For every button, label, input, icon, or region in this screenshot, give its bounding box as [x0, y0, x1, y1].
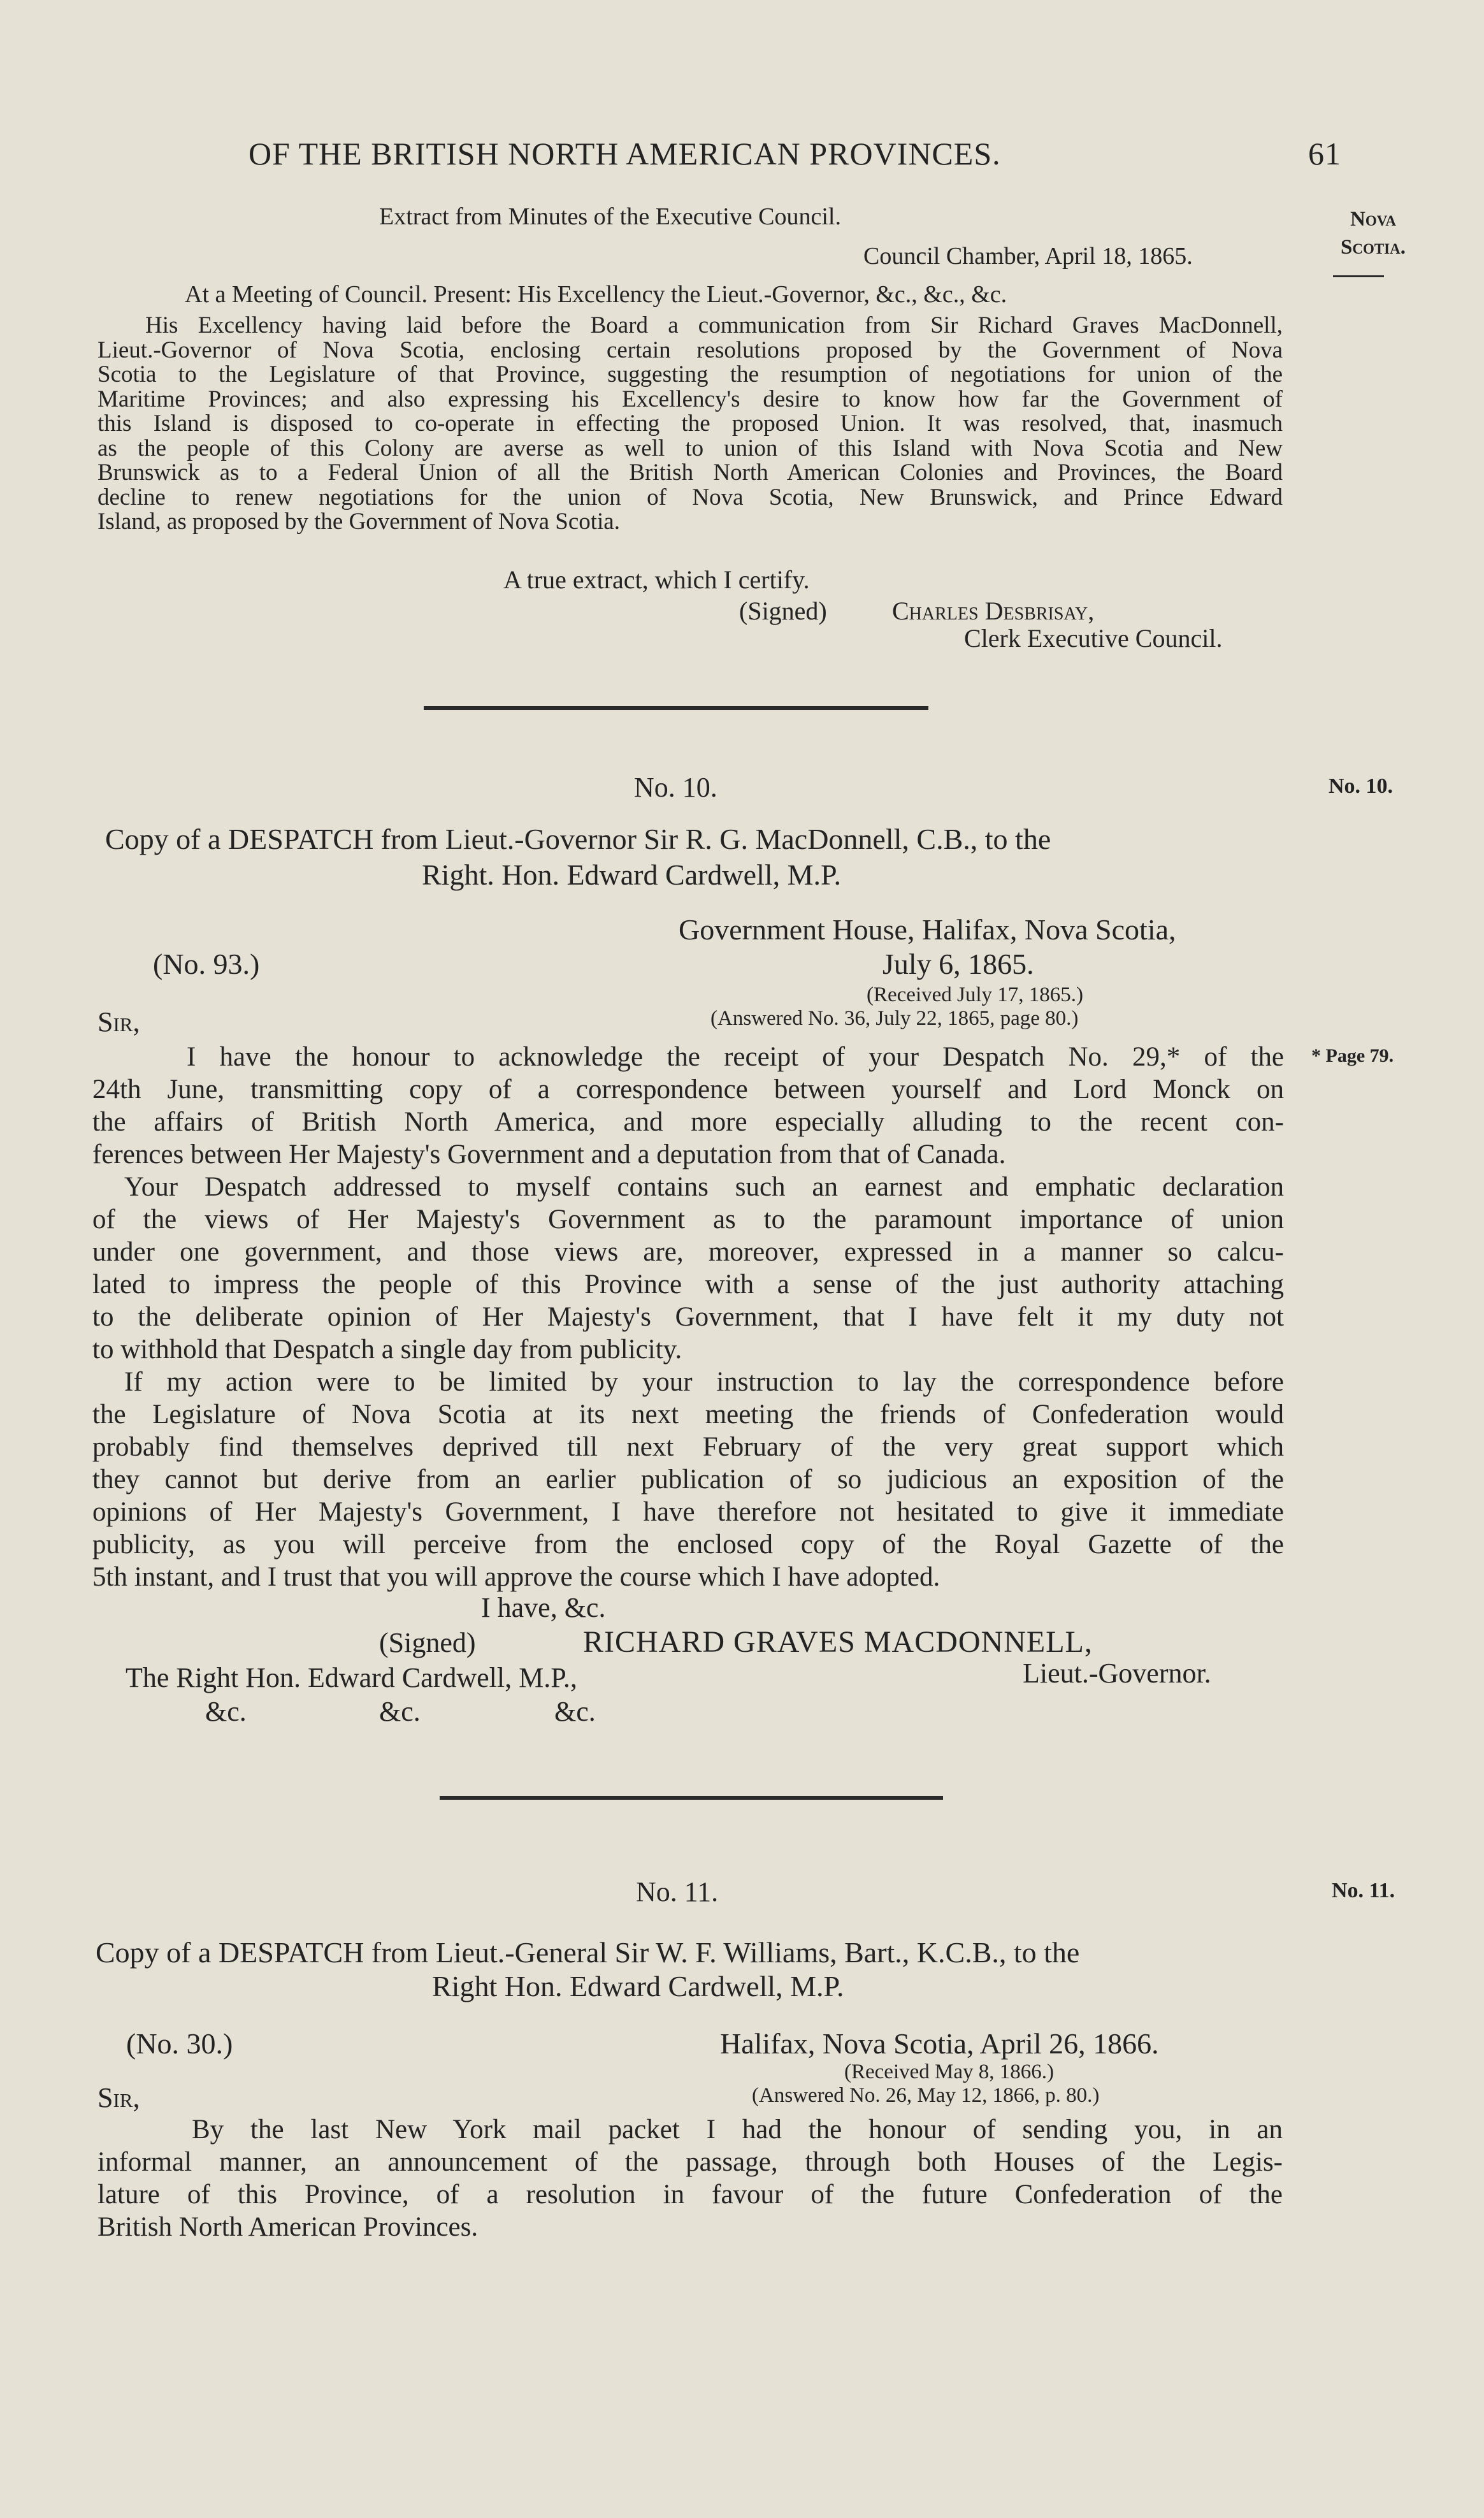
- despatch10-ref: (No. 93.): [153, 948, 260, 980]
- despatch10-place: Government House, Halifax, Nova Scotia,: [679, 913, 1176, 946]
- despatch11-title-line2: Right Hon. Edward Cardwell, M.P.: [432, 1970, 844, 2002]
- extract-line: Maritime Provinces; and also expressing his Excellency's desire to know how far the Government of: [97, 386, 1283, 412]
- despatch10-line: they cannot but derive from an earlier publication of so judicious an exposition of the: [92, 1465, 1284, 1494]
- extract-line: decline to renew negotiations for the union of Nova Scotia, New Brunswick, and Prince Edward: [97, 484, 1283, 510]
- extract-line: Island, as proposed by the Government of Nova Scotia.: [97, 509, 620, 535]
- section-divider: [440, 1796, 943, 1800]
- margin-province: [1329, 205, 1418, 261]
- extract-signer: Charles Desbrisay,: [892, 597, 1095, 625]
- despatch10-body: [92, 1041, 1284, 1593]
- page-number: 61: [1308, 136, 1341, 171]
- despatch10-signed: (Signed): [379, 1627, 476, 1658]
- margin-no10: No. 10.: [1329, 774, 1394, 798]
- despatch10-line: the Legislature of Nova Scotia at its next meeting the friends of Confederation would: [92, 1400, 1284, 1429]
- margin-province-line: Nova: [1350, 208, 1396, 231]
- despatch10-etc: &c.: [554, 1696, 596, 1727]
- despatch10-title-line1: Copy of a DESPATCH from Lieut.-Governor Sir R. G. MacDonnell, C.B., to the: [105, 823, 1051, 855]
- extract-place-date: Council Chamber, April 18, 1865.: [863, 243, 1193, 270]
- extract-signed: (Signed): [739, 597, 827, 625]
- despatch10-signer: RICHARD GRAVES MACDONNELL,: [583, 1625, 1093, 1659]
- extract-line: His Excellency having laid before the Board a communication from Sir Richard Graves MacDonnell,: [145, 312, 1283, 338]
- despatch11-salutation: Sir,: [97, 2082, 140, 2113]
- extract-line: this Island is disposed to co-operate in effecting the proposed Union. It was resolved, that, inasmuch: [97, 410, 1283, 437]
- extract-meeting: At a Meeting of Council. Present: His Excellency the Lieut.-Governor, &c., &c., &c.: [185, 281, 1007, 308]
- despatch11-received: (Received May 8, 1866.): [844, 2060, 1054, 2083]
- despatch11-body: [97, 2113, 1283, 2243]
- running-head-title: OF THE BRITISH NORTH AMERICAN PROVINCES.: [249, 136, 1001, 171]
- despatch10-received: (Received July 17, 1865.): [867, 983, 1084, 1006]
- despatch10-line: If my action were to be limited by your instruction to lay the correspondence before: [124, 1367, 1284, 1397]
- despatch11-line: informal manner, an announcement of the passage, through both Houses of the Legis-: [97, 2147, 1283, 2177]
- despatch10-line: probably find themselves deprived till next February of the very great support which: [92, 1432, 1284, 1462]
- despatch10-answered: (Answered No. 36, July 22, 1865, page 80.): [710, 1007, 1079, 1030]
- despatch10-etc: &c.: [205, 1696, 247, 1727]
- despatch11-number: No. 11.: [636, 1876, 719, 1907]
- despatch10-line: to withhold that Despatch a single day from publicity.: [92, 1335, 682, 1364]
- despatch10-line: to the deliberate opinion of Her Majesty's Government, that I have felt it my duty not: [92, 1302, 1284, 1332]
- despatch10-line: Your Despatch addressed to myself contains such an earnest and emphatic declaration: [124, 1172, 1284, 1202]
- extract-line: Scotia to the Legislature of that Province, suggesting the resumption of negotiations for union of the: [97, 361, 1283, 387]
- despatch10-signer-title: Lieut.-Governor.: [1023, 1658, 1211, 1689]
- despatch11-line: lature of this Province, of a resolution in favour of the future Confederation of the: [97, 2180, 1283, 2210]
- despatch11-line: British North American Provinces.: [97, 2212, 479, 2242]
- despatch11-line: By the last New York mail packet I had the honour of sending you, in an: [192, 2115, 1283, 2145]
- despatch11-title-line1: Copy of a DESPATCH from Lieut.-General Sir W. F. Williams, Bart., K.C.B., to the: [96, 1936, 1080, 1969]
- despatch11-place-date: Halifax, Nova Scotia, April 26, 1866.: [720, 2027, 1159, 2060]
- despatch10-line: I have the honour to acknowledge the receipt of your Despatch No. 29,* of the: [187, 1042, 1284, 1072]
- despatch10-date: July 6, 1865.: [882, 948, 1034, 980]
- margin-no11: No. 11.: [1332, 1879, 1395, 1902]
- despatch10-line: 5th instant, and I trust that you will approve the course which I have adopted.: [92, 1562, 940, 1592]
- extract-body: [97, 314, 1283, 535]
- margin-province-line: Scotia.: [1340, 236, 1406, 259]
- despatch10-line: opinions of Her Majesty's Government, I have therefore not hesitated to give it immediate: [92, 1497, 1284, 1527]
- extract-certify: A true extract, which I certify.: [503, 565, 810, 594]
- margin-rule: [1333, 275, 1384, 277]
- despatch10-addressee: The Right Hon. Edward Cardwell, M.P.,: [126, 1662, 577, 1693]
- despatch10-line: under one government, and those views are, moreover, expressed in a manner so calcu-: [92, 1237, 1284, 1267]
- despatch10-salutation: Sir,: [97, 1006, 140, 1038]
- margin-page-ref: * Page 79.: [1311, 1045, 1394, 1066]
- extract-line: Lieut.-Governor of Nova Scotia, enclosing certain resolutions proposed by the Government of Nova: [97, 336, 1283, 363]
- running-head: [249, 135, 1341, 172]
- extract-line: as the people of this Colony are averse as well to union of this Island with Nova Scotia and New: [97, 435, 1283, 461]
- despatch10-number: No. 10.: [634, 772, 717, 803]
- despatch10-title-line2: Right. Hon. Edward Cardwell, M.P.: [422, 858, 842, 891]
- despatch10-line: lated to impress the people of this Province with a sense of the just authority attaching: [92, 1270, 1284, 1299]
- despatch10-line: the affairs of British North America, and more especially alluding to the recent con-: [92, 1107, 1284, 1137]
- despatch11-answered: (Answered No. 26, May 12, 1866, p. 80.): [752, 2084, 1100, 2107]
- despatch10-closing: I have, &c.: [481, 1592, 606, 1623]
- despatch11-ref: (No. 30.): [126, 2027, 233, 2060]
- section-divider: [424, 706, 928, 710]
- extract-heading: Extract from Minutes of the Executive Council.: [379, 203, 841, 230]
- despatch10-line: publicity, as you will perceive from the enclosed copy of the Royal Gazette of the: [92, 1530, 1284, 1559]
- despatch10-line: of the views of Her Majesty's Government as to the paramount importance of union: [92, 1205, 1284, 1234]
- despatch10-line: 24th June, transmitting copy of a correspondence between yourself and Lord Monck on: [92, 1074, 1284, 1104]
- extract-line: Brunswick as to a Federal Union of all the British North American Colonies and Provinces, the Board: [97, 459, 1283, 486]
- despatch10-line: ferences between Her Majesty's Government and a deputation from that of Canada.: [92, 1140, 1006, 1169]
- despatch10-etc: &c.: [379, 1696, 421, 1727]
- extract-signer-title: Clerk Executive Council.: [964, 624, 1223, 653]
